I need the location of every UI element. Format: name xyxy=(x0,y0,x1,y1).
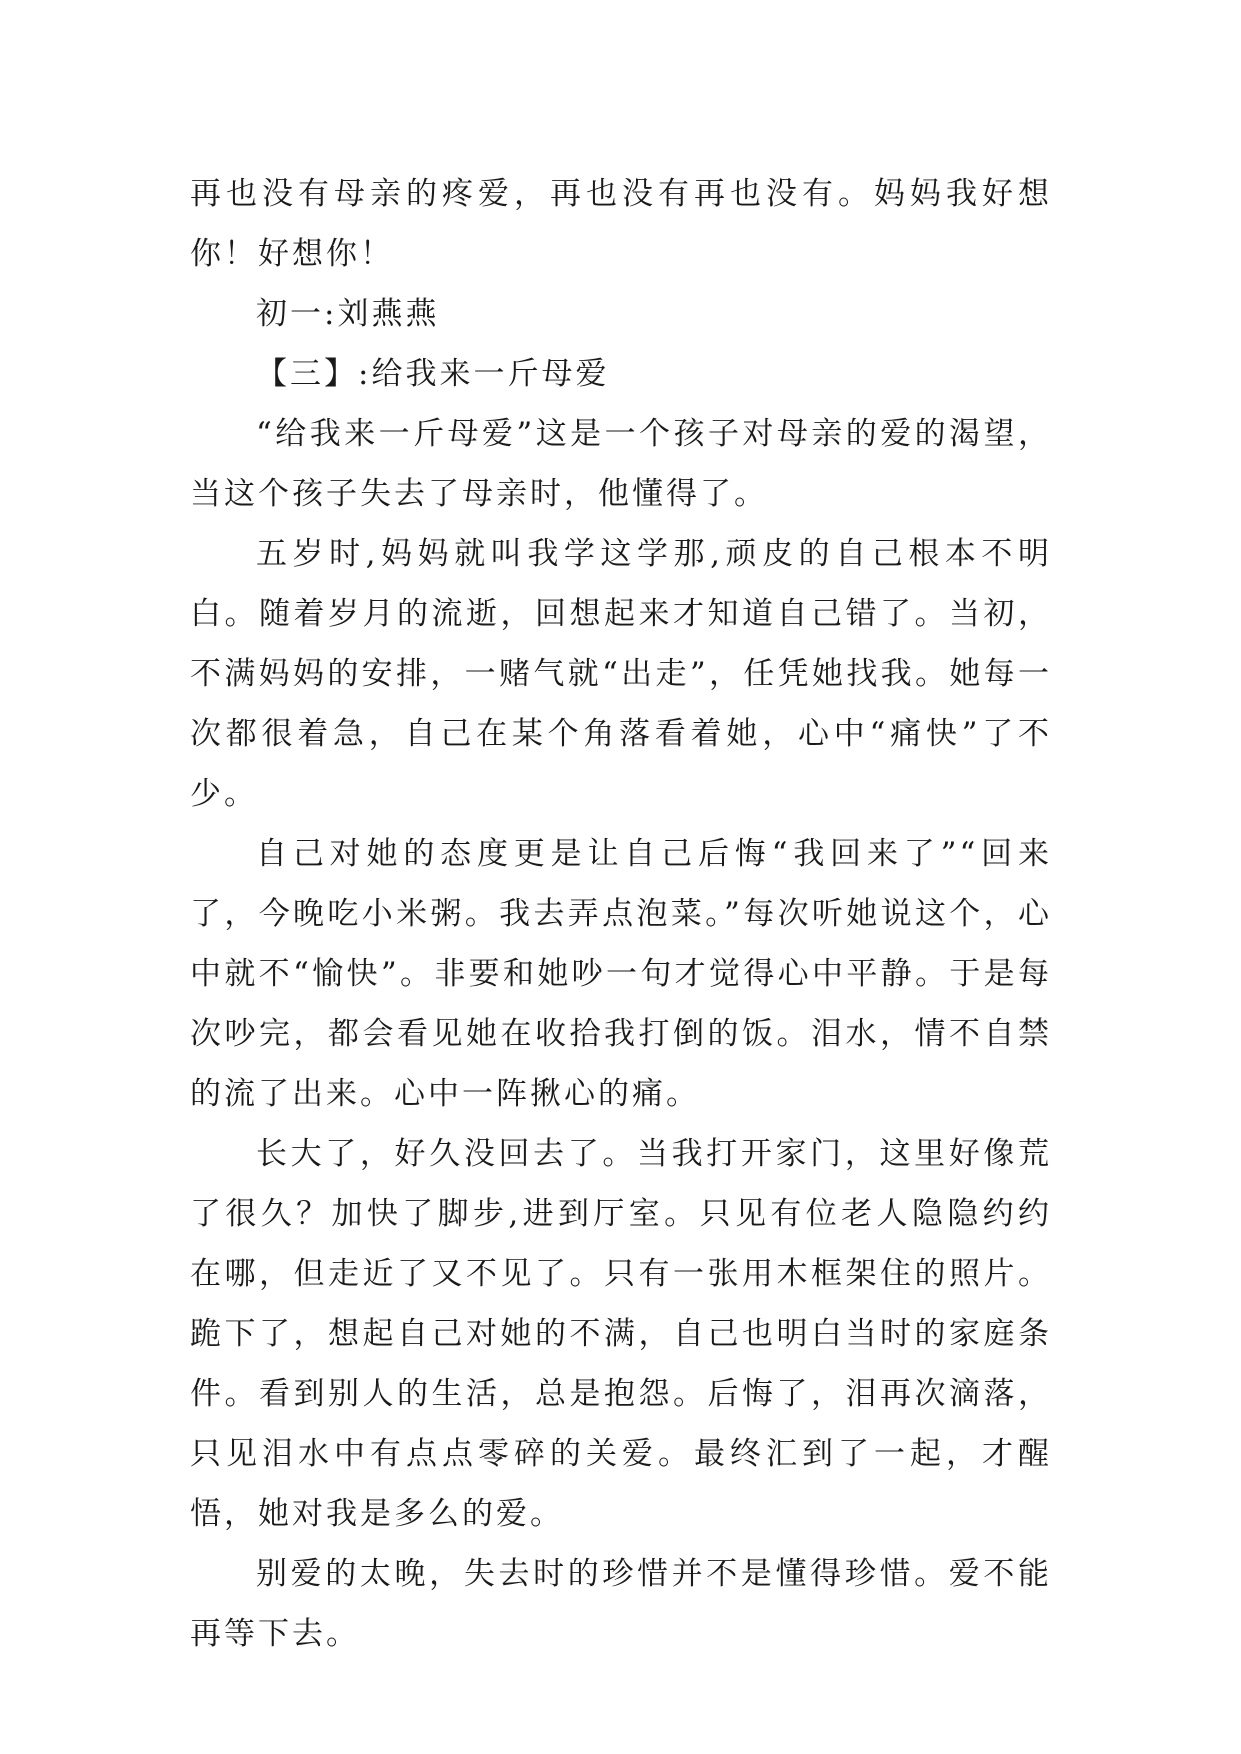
section-heading: 【三】:给我来一斤母爱 xyxy=(256,356,610,392)
author-line: 初一:刘燕燕 xyxy=(256,296,440,332)
article-body xyxy=(190,164,1052,1664)
paragraph-intro: “给我来一斤母爱”这是一个孩子对母亲的爱的渴望，当这个孩子失去了母亲时，他懂得了。 xyxy=(190,416,1052,512)
paragraph-grown-up: 长大了，好久没回去了。当我打开家门，这里好像荒了很久？加快了脚步,进到厅室。只见有位老人隐隐约约在哪，但走近了又不见了。只有一张用木框架住的照片。跪下了，想起自己对她的不满，自己也明白当时的家庭条件。看到别人的生活，总是抱怨。后悔了，泪再次滴落，只见泪水中有点点零碎的关爱。最终汇到了一起，才醒悟，她对我是多么的爱。 xyxy=(190,1136,1052,1532)
paragraph-conclusion: 别爱的太晚，失去时的珍惜并不是懂得珍惜。爱不能再等下去。 xyxy=(190,1556,1052,1652)
paragraph-closing-lament: 再也没有母亲的疼爱，再也没有再也没有。妈妈我好想你！好想你！ xyxy=(190,176,1052,272)
paragraph-attitude: 自己对她的态度更是让自己后悔“我回来了”“回来了，今晚吃小米粥。我去弄点泡菜。”每次听她说这个，心中就不“愉快”。非要和她吵一句才觉得心中平静。于是每次吵完，都会看见她在收拾我打倒的饭。泪水，情不自禁的流了出来。心中一阵揪心的痛。 xyxy=(190,836,1052,1112)
paragraph-childhood: 五岁时,妈妈就叫我学这学那,顽皮的自己根本不明白。随着岁月的流逝，回想起来才知道自己错了。当初，不满妈妈的安排，一赌气就“出走”，任凭她找我。她每一次都很着急，自己在某个角落看着她，心中“痛快”了不少。 xyxy=(190,536,1052,812)
